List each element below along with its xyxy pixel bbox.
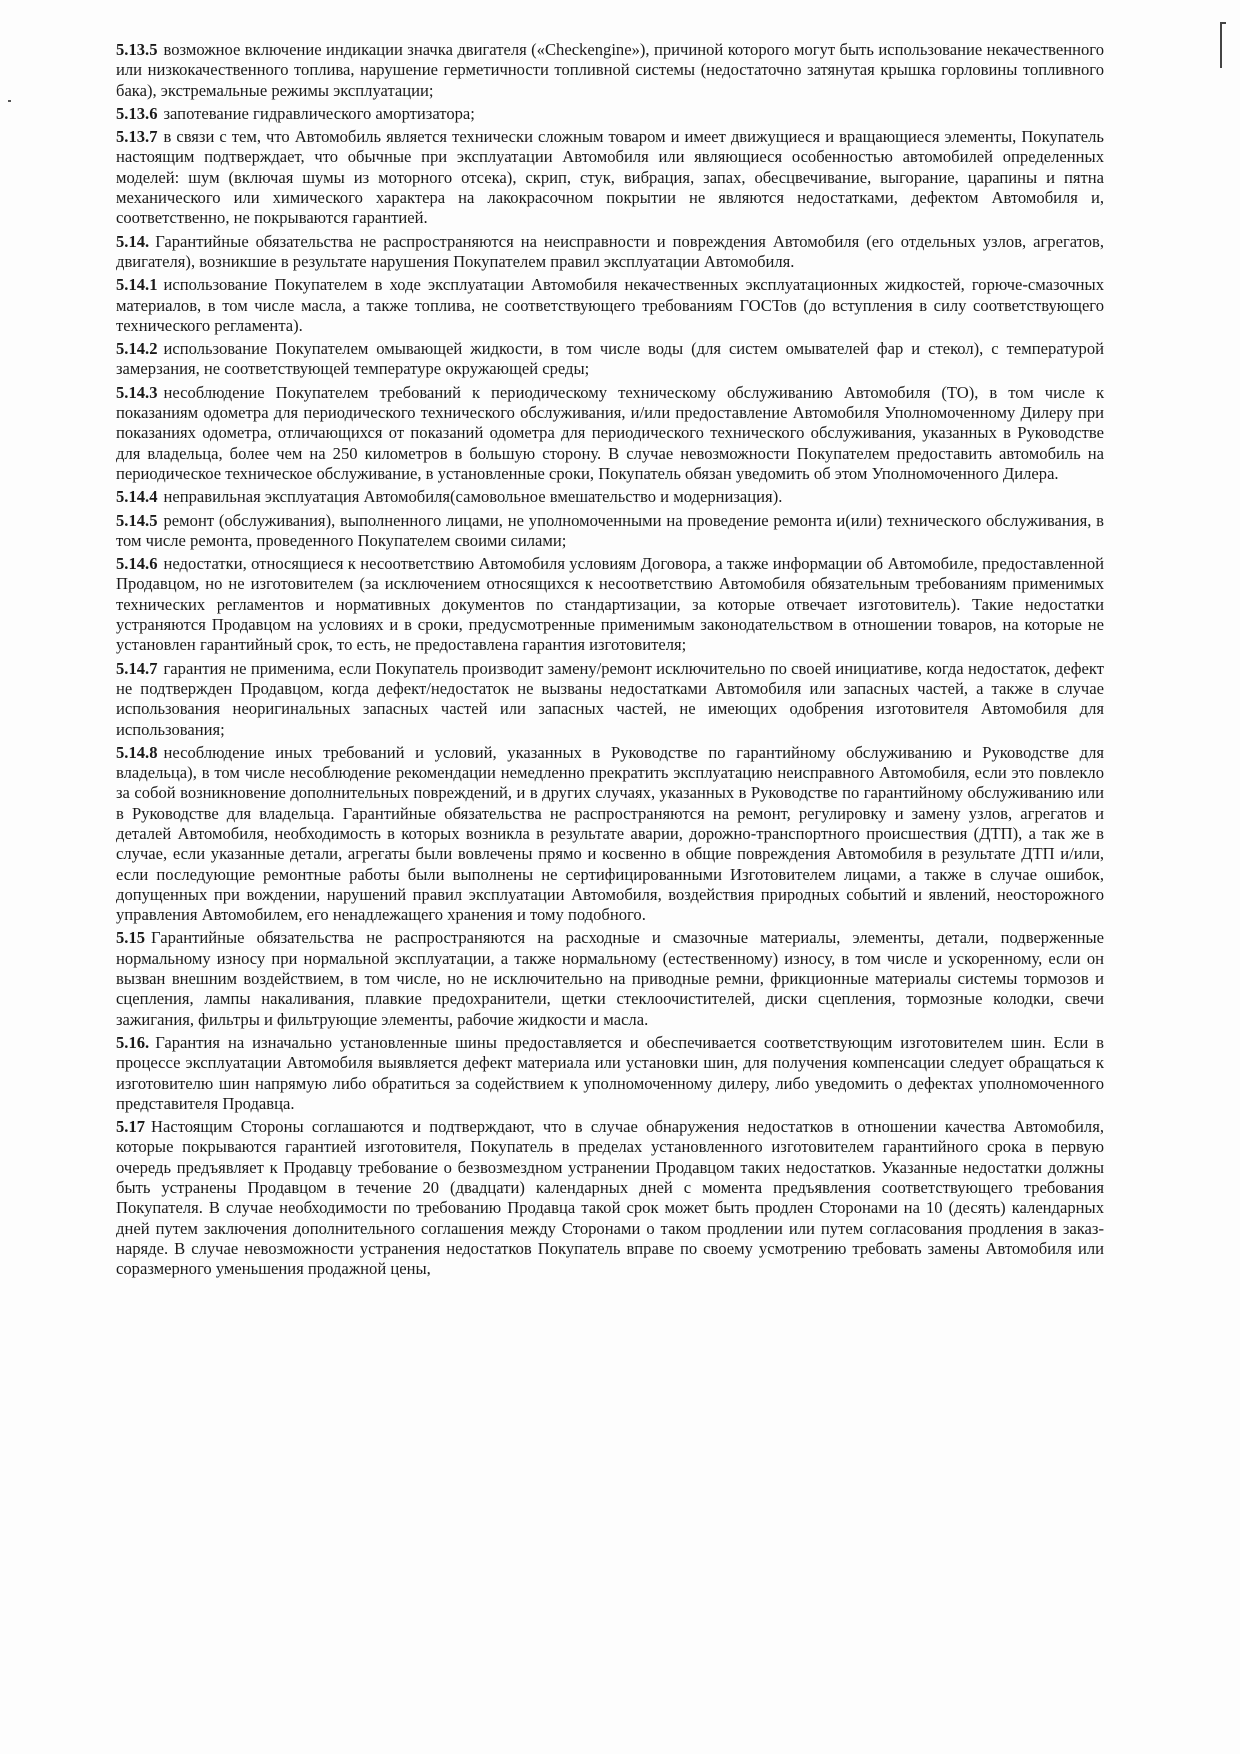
clause-number: 5.14.6 xyxy=(116,554,158,574)
clause-number: 5.16. xyxy=(116,1032,150,1052)
clause-5-14-5 xyxy=(116,511,1104,552)
clause-5-14-3 xyxy=(116,383,1104,484)
clause-5-13-6 xyxy=(116,104,1104,124)
clause-number: 5.15 xyxy=(116,928,146,948)
clause-5-14-6 xyxy=(116,554,1104,655)
clause-text: неправильная эксплуатация Автомобиля(самовольное вмешательство и модернизация). xyxy=(163,487,783,507)
clause-text: несоблюдение иных требований и условий, указанных в Руководстве по гарантийному обслуживанию и Руководстве для владельца), в том числе несоблюдение рекомендации немедленно прекратить эксплуатацию неисправного Автомобиля, если это повлекло за собой возникновение дополнительных повреждений, и в других случаях, указанных в Руководстве по гарантийному обслуживанию или в Руководстве для владельца. Гарантийные обязательства не распространяются на ремонт, регулировку и замену узлов, агрегатов и деталей Автомобиля, необходимость в которых возникла в результате аварии, дорожно-транспортного происшествия (ДТП), а так же в случае, если указанные детали, агрегаты были вовлечены прямо и косвенно в общие повреждения Автомобиля в результате ДТП и/или, если последующие ремонтные работы были выполнены не сертифицированными Изготовителем лицами, а также в случае ошибок, допущенных при вождении, нарушений правил эксплуатации Автомобиля, воздействия природных событий и явлений, неосторожного управления Автомобилем, его ненадлежащего хранения и тому подобного. xyxy=(116,742,1104,925)
clause-text: использование Покупателем омывающей жидкости, в том числе воды (для систем омывателей фар и стекол), с температурой замерзания, не соответствующей температуре окружающей среды; xyxy=(116,339,1104,379)
clause-5-17 xyxy=(116,1117,1104,1279)
clause-number: 5.14. xyxy=(116,231,150,251)
clause-text: несоблюдение Покупателем требований к периодическому техническому обслуживанию Автомобиля (ТО), в том числе к показаниям одометра для периодического технического обслуживания, и/или предоставление Автомобиля Уполномоченному Дилеру при показаниях одометра, отличающихся от показаний одометра для периодического технического обслуживания, указанных в Руководстве для владельца, более чем на 250 километров в большую сторону. В случае невозможности Покупателем предоставить автомобиль на периодическое техническое обслуживание, в установленные сроки, Покупатель обязан уведомить об этом Уполномоченного Дилера. xyxy=(116,382,1104,483)
clause-5-14-8 xyxy=(116,743,1104,926)
clause-number: 5.14.7 xyxy=(116,658,158,678)
clause-5-14-4 xyxy=(116,487,1104,507)
clause-number: 5.14.4 xyxy=(116,487,158,507)
clause-text: Гарантия на изначально установленные шины предоставляется и обеспечивается соответствующим изготовителем шин. Если в процессе эксплуатации Автомобиля выявляется дефект материала или установки шин, для получения компенсации следует обращаться к изготовителю шин напрямую либо обратиться за содействием к уполномоченному дилеру, либо уведомить о дефектах уполномоченного представителя Продавца. xyxy=(116,1032,1104,1113)
clause-number: 5.14.8 xyxy=(116,742,158,762)
clause-text: запотевание гидравлического амортизатора; xyxy=(163,103,475,123)
clause-number: 5.14.3 xyxy=(116,382,158,402)
clause-text: использование Покупателем в ходе эксплуатации Автомобиля некачественных эксплуатационных жидкостей, горюче-смазочных материалов, в том числе масла, а также топлива, не соответствующего требованиям ГОСТов (до вступления в силу соответствующего технического регламента). xyxy=(116,275,1104,335)
clause-number: 5.14.2 xyxy=(116,339,158,359)
document-body xyxy=(116,40,1104,1283)
clause-text: в связи с тем, что Автомобиль является технически сложным товаром и имеет движущиеся и вращающиеся элементы, Покупатель настоящим подтверждает, что обычные при эксплуатации Автомобиля или являющиеся особенностью автомобилей определенных моделей: шум (включая шумы из моторного отсека), скрип, стук, вибрация, запах, обесцвечивание, выгорание, царапины и пятна механического или химического характера на лакокрасочном покрытии не являются недостатками, дефектом Автомобиля и, соответственно, не покрываются гарантией. xyxy=(116,127,1104,228)
clause-number: 5.13.5 xyxy=(116,40,158,59)
clause-text: ремонт (обслуживания), выполненного лицами, не уполномоченными на проведение ремонта и(или) технического обслуживания, в том числе ремонта, проведенного Покупателем своими силами; xyxy=(116,510,1104,550)
clause-5-13-5 xyxy=(116,40,1104,101)
clause-5-13-7 xyxy=(116,127,1104,228)
clause-5-14-7 xyxy=(116,659,1104,740)
scan-edge-mark xyxy=(1220,22,1226,68)
clause-5-16 xyxy=(116,1033,1104,1114)
scan-artifact xyxy=(8,100,11,102)
clause-number: 5.14.1 xyxy=(116,275,158,295)
clause-text: гарантия не применима, если Покупатель производит замену/ремонт исключительно по своей инициативе, когда недостаток, дефект не подтвержден Продавцом, когда дефект/недостаток не вызваны недостатками Автомобиля или запасных частей, а также в случае использования неоригинальных запасных частей или запасных частей, не имеющих одобрения изготовителя Автомобиля для использования; xyxy=(116,658,1104,739)
clause-text: возможное включение индикации значка двигателя («Checkengine»), причиной которого могут быть использование некачественного или низкокачественного топлива, нарушение герметичности топливной системы (недостаточно затянутая крышка горловины топливного бака), экстремальные режимы эксплуатации; xyxy=(116,40,1104,100)
clause-number: 5.14.5 xyxy=(116,510,158,530)
clause-number: 5.17 xyxy=(116,1117,146,1137)
clause-5-15 xyxy=(116,928,1104,1029)
clause-text: Настоящим Стороны соглашаются и подтверждают, что в случае обнаружения недостатков в отношении качества Автомобиля, которые покрываются гарантией изготовителя, Покупатель в пределах установленного изготовителем гарантийного срока в первую очередь предъявляет к Продавцу требование о безвозмездном устранении Продавцом таких недостатков. Указанные недостатки должны быть устранены Продавцом в течение 20 (двадцати) календарных дней с момента предъявления соответствующего требования Покупателя. В случае необходимости по требованию Продавца такой срок может быть продлен Сторонами на 10 (десять) календарных дней путем заключения дополнительного соглашения между Сторонами о таком продлении или путем согласования продления в заказ-наряде. В случае невозможности устранения недостатков Покупатель вправе по своему усмотрению требовать замены Автомобиля или соразмерного уменьшения продажной цены, xyxy=(116,1117,1104,1279)
clause-text: Гарантийные обязательства не распространяются на неисправности и повреждения Автомобиля (его отдельных узлов, агрегатов, двигателя), возникшие в результате нарушения Покупателем правил эксплуатации Автомобиля. xyxy=(116,231,1104,271)
clause-5-14-2 xyxy=(116,339,1104,380)
clause-text: Гарантийные обязательства не распространяются на расходные и смазочные материалы, элементы, детали, подверженные нормальному износу при нормальной эксплуатации, а также нормальному (естественному) износу, в том числе и ускоренному, если он вызван внешним воздействием, в том числе, но не исключительно на приводные ремни, фрикционные материалы системы тормозов и сцепления, лампы накаливания, плавкие предохранители, щетки стеклоочистителей, диски сцепления, тормозные колодки, свечи зажигания, фильтры и фильтрующие элементы, рабочие жидкости и масла. xyxy=(116,928,1104,1029)
clause-text: недостатки, относящиеся к несоответствию Автомобиля условиям Договора, а также информации об Автомобиле, предоставленной Продавцом, но не изготовителем (за исключением относящихся к несоответствию Автомобиля обязательным требованиям применимых технических регламентов и нормативных документов по стандартизации, за которые отвечает изготовитель). Такие недостатки устраняются Продавцом на условиях и в сроки, предусмотренные применимым законодательством в отношении товаров, на которые не установлен гарантийный срок, то есть, не предоставлена гарантия изготовителя; xyxy=(116,554,1104,655)
clause-5-14 xyxy=(116,232,1104,273)
clause-5-14-1 xyxy=(116,275,1104,336)
clause-number: 5.13.7 xyxy=(116,127,158,147)
clause-number: 5.13.6 xyxy=(116,103,158,123)
